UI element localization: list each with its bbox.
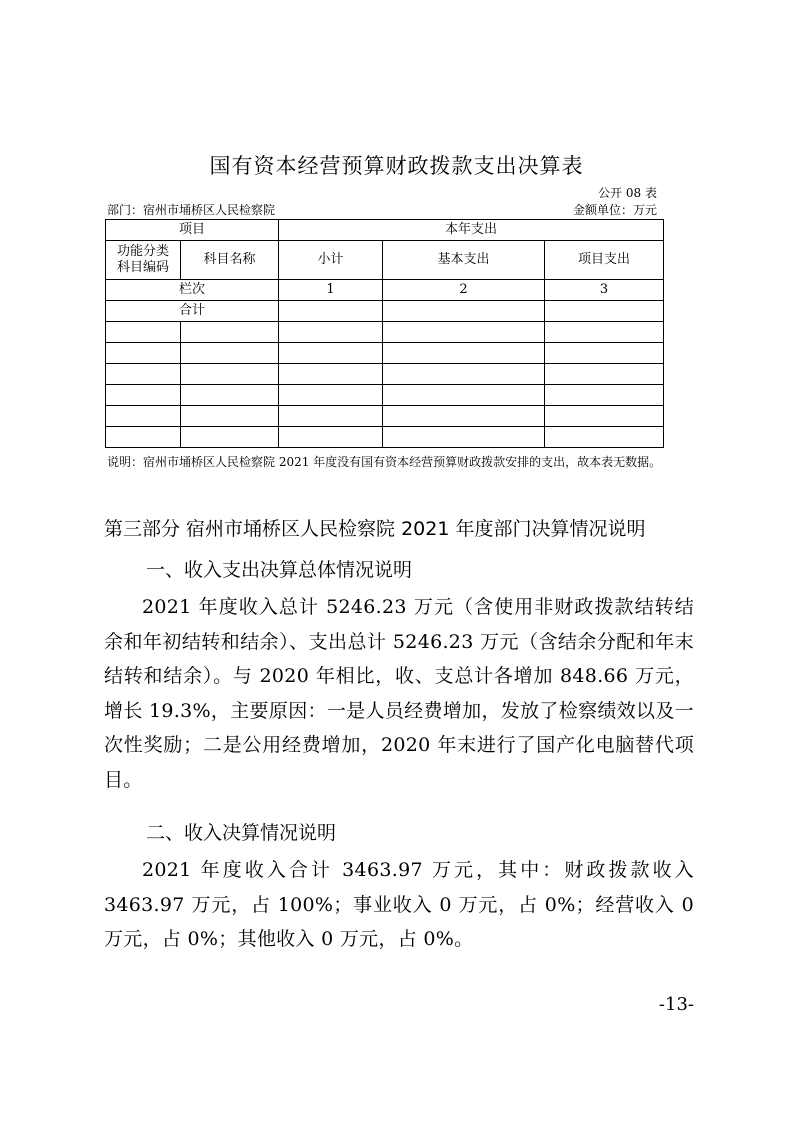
paragraph-income: 2021 年度收入合计 3463.97 万元，其中：财政拨款收入 3463.97 万元，占 100%；事业收入 0 万元，占 0%；经营收入 0 万元，占 0%；其他收入 0 万元，占 0%。 <box>104 859 694 951</box>
table-cell <box>383 301 545 322</box>
table-subheader-row <box>106 241 664 280</box>
section-heading: 第三部分 宿州市埇桥区人民检察院 2021 年度部门决算情况说明 <box>104 518 646 540</box>
col-project: 项目支出 <box>545 241 664 280</box>
col-subject-name: 科目名称 <box>181 241 279 280</box>
page-title: 国有资本经营预算财政拨款支出决算表 <box>209 154 584 178</box>
table-note: 说明：宿州市埇桥区人民检察院 2021 年度没有国有资本经营预算财政拨款安排的支出，故本表无数据。 <box>107 455 662 469</box>
table-row <box>106 343 664 364</box>
seq-cell: 2 <box>383 280 545 301</box>
header-current-year: 本年支出 <box>279 220 664 241</box>
amount-unit-label: 金额单位：万元 <box>572 203 657 217</box>
subsection-heading-2: 二、收入决算情况说明 <box>146 822 337 844</box>
subsection-heading-1: 一、收入支出决算总体情况说明 <box>146 559 413 581</box>
table-cell <box>279 301 383 322</box>
table-header-row <box>106 220 664 241</box>
header-item: 项目 <box>106 220 279 241</box>
col-basic: 基本支出 <box>383 241 545 280</box>
table-row <box>106 322 664 343</box>
table-row <box>106 385 664 406</box>
table-total-row <box>106 301 664 322</box>
row-total-label: 合计 <box>106 301 279 322</box>
department-label: 部门：宿州市埇桥区人民检察院 <box>107 203 276 217</box>
seq-cell: 1 <box>279 280 383 301</box>
col-subtotal: 小计 <box>279 241 383 280</box>
table-row <box>106 364 664 385</box>
row-seq-label: 栏次 <box>106 280 279 301</box>
form-number: 公开 08 表 <box>598 186 657 200</box>
table-row <box>106 406 664 427</box>
table-row <box>106 427 664 448</box>
seq-cell: 3 <box>545 280 664 301</box>
col-func-code: 功能分类 科目编码 <box>106 241 181 280</box>
page-number: -13- <box>658 994 694 1015</box>
budget-expenditure-table <box>105 219 664 448</box>
paragraph-income-expenditure: 2021 年度收入总计 5246.23 万元（含使用非财政拨款结转结余和年初结转和结余）、支出总计 5246.23 万元（含结余分配和年末结转和结余）。与 2020 年相比，收、支总计各增加 848.66 万元，增长 19.3%，主要原因：一是人员经费增加，发放了检察绩效以及一次性奖励；二是公用经费增加，2020 年末进行了国产化电脑替代项目。 <box>104 596 694 791</box>
table-seq-row <box>106 280 664 301</box>
table-cell <box>545 301 664 322</box>
